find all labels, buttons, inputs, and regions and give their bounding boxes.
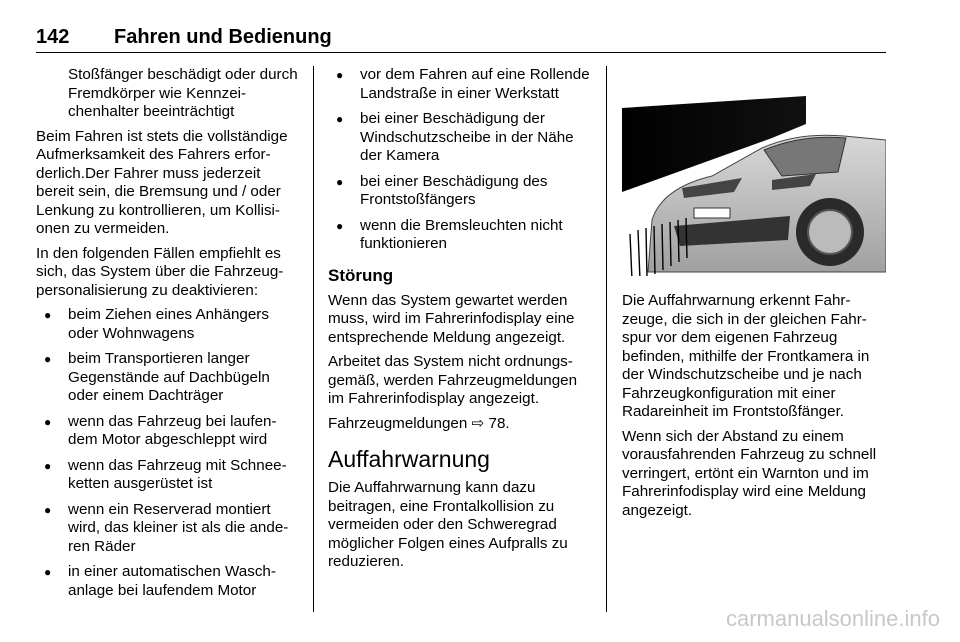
reference-text: Fahrzeugmeldungen	[328, 414, 472, 432]
paragraph: Arbeitet das System nicht ordnungsgemäß, werden Fahrzeugmeldungen im Fahrerinfodisplay angezeigt.	[328, 353, 578, 407]
list-item: ● wenn die Bremsleuchten nicht funktionieren	[328, 217, 590, 254]
car-sensor-illustration	[622, 80, 886, 276]
section-heading-auffahrwarnung: Auffahrwarnung	[328, 446, 490, 472]
bullet-continuation: Stoßfänger beschädigt oder durch Fremdkörper wie Kennzeichenhalter beeinträchtigt	[68, 66, 298, 120]
page-header	[36, 20, 886, 53]
car-illustration	[622, 80, 886, 276]
watermark: carmanualsonline.info	[725, 606, 940, 631]
paragraph-reference	[328, 415, 590, 434]
list-item: ● beim Ziehen eines Anhängers oder Wohnwagens	[36, 306, 300, 343]
bullet-list	[328, 66, 590, 254]
column-divider	[313, 66, 314, 612]
list-item: ● wenn das Fahrzeug mit Schneeketten ausgerüstet ist	[36, 457, 300, 494]
page-reference-link[interactable]: 78.	[484, 414, 510, 432]
list-item: ● bei einer Beschädigung der Windschutzscheibe in der Nähe der Kamera	[328, 110, 590, 166]
list-item: ● in einer automatischen Waschanlage bei laufendem Motor	[36, 563, 300, 600]
column-right	[622, 292, 888, 526]
paragraph: Wenn das System gewartet werden muss, wird im Fahrerinfodisplay eine entsprechende Meldung angezeigt.	[328, 291, 575, 346]
column-divider	[606, 66, 607, 612]
list-item: ● bei einer Beschädigung des Frontstoßfängers	[328, 173, 590, 210]
page-reference-arrow-icon: ⇨	[471, 414, 485, 432]
paragraph: In den folgenden Fällen empfiehlt es sich, das System über die Fahrzeugpersonalisierung zu deaktivieren:	[36, 244, 284, 299]
column-left	[36, 66, 300, 607]
wheel-rim	[808, 210, 852, 254]
section-heading-stoerung: Störung	[328, 265, 394, 285]
list-item: ● wenn ein Reserverad montiert wird, das kleiner ist als die anderen Räder	[36, 501, 300, 557]
list-item: ● vor dem Fahren auf eine Rollende Landstraße in einer Werkstatt	[328, 66, 590, 103]
paragraph: Die Auffahrwarnung erkennt Fahrzeuge, die sich in der gleichen Fahrspur vor dem eigenen Fahrzeug befinden, mithilfe der Frontkamera in der Windschutzscheibe und je nach Fahrzeugkonfiguration mit einer Radareinheit im Frontstoßfänger.	[622, 292, 870, 420]
paragraph: Beim Fahren ist stets die vollständige Aufmerksamkeit des Fahrers erforderlich.Der Fahrer muss jederzeit bereit sein, die Bremsung und / oder Lenkung zu kontrollieren, um Kollisionen zu vermeiden.	[36, 127, 288, 237]
column-middle	[328, 66, 590, 578]
license-plate	[694, 208, 730, 218]
list-item: ● beim Transportieren langer Gegenstände auf Dachbügeln oder einem Dachträger	[36, 350, 300, 406]
list-item: ● wenn das Fahrzeug bei laufendem Motor abgeschleppt wird	[36, 413, 300, 450]
bullet-list	[36, 306, 300, 600]
paragraph: Wenn sich der Abstand zu einem vorausfahrenden Fahrzeug zu schnell verringert, ertönt ein Warnton und im Fahrerinfodisplay wird eine Meldung angezeigt.	[622, 427, 877, 519]
page-title: Fahren und Bedienung	[114, 26, 332, 48]
paragraph: Die Auffahrwarnung kann dazu beitragen, eine Frontalkollision zu vermeiden oder den Schweregrad möglicher Folgen eines Aufpralls zu reduzieren.	[328, 479, 568, 570]
page-number: 142	[36, 26, 70, 48]
